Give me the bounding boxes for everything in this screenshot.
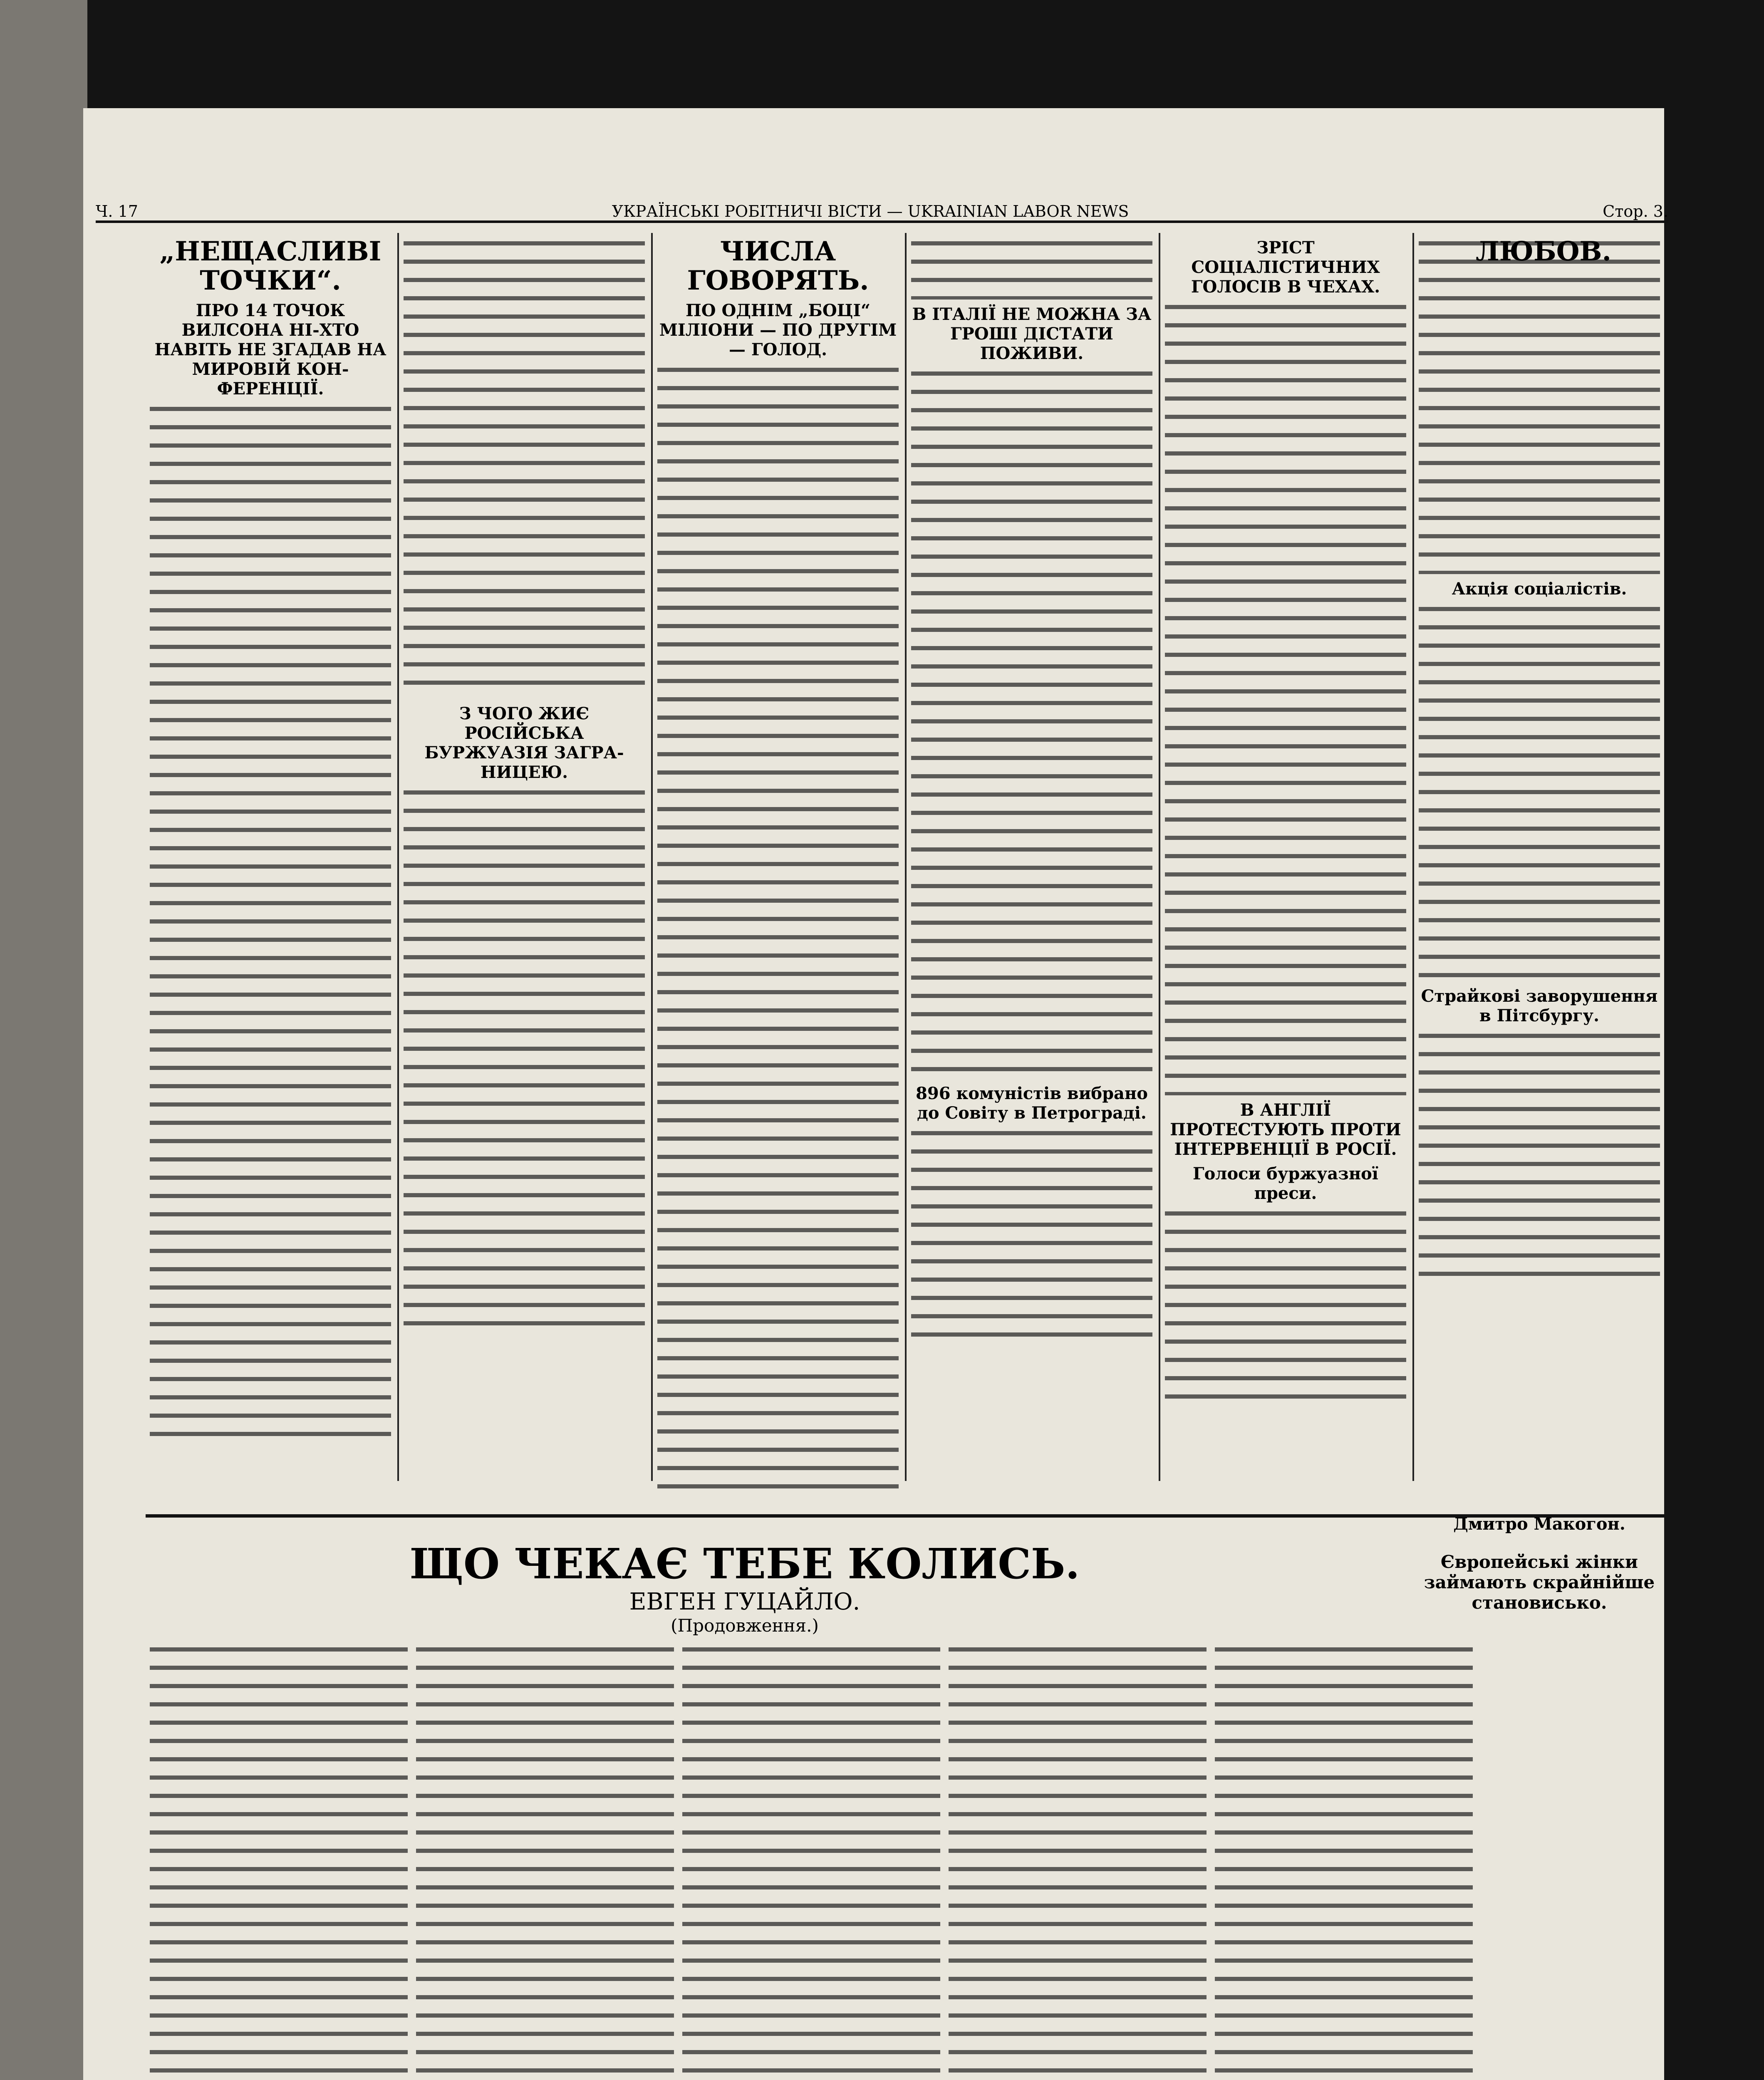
headline-3: ЗРІСТ СОЦІАЛІСТИЧНИХ ГОЛОСІВ В ЧЕХАХ.: [1191, 238, 1380, 297]
masthead: УКРАЇНСЬКІ РОБІТНИЧІ ВІСТИ — UKRAINIAN LABOR NEWS: [612, 202, 1129, 220]
page-number: Стор. 3.: [1603, 202, 1668, 220]
headline-8: Акція соціалістів.: [1452, 579, 1627, 599]
signature: Дмитро Макогон.: [1453, 1514, 1625, 1534]
column-3: [657, 233, 899, 1491]
page-header: [96, 196, 1668, 223]
headline-2: ЧИСЛА ГОВОРЯТЬ.: [687, 236, 869, 297]
column-4: [911, 233, 1152, 1339]
issue-number: Ч. 17: [96, 202, 138, 220]
subhead-2: ПО ОДНІМ „БОЦІ“ МІЛІОНИ — ПО ДРУГІМ — ГОЛОД.: [659, 300, 897, 359]
column-6: [1419, 233, 1660, 1283]
previous-page-edge: [0, 0, 87, 2080]
headline-1: „НЕЩАСЛИВІ ТОЧКИ“.: [159, 236, 382, 297]
headline-4: В ІТАЛІЇ НЕ МОЖНА ЗА ГРОШІ ДІСТАТИ ПОЖИВИ.: [912, 305, 1152, 363]
serial-continued: (Продовження.): [671, 1615, 819, 1636]
column-1: [150, 233, 391, 1447]
column-5: [1165, 233, 1406, 1399]
headline-5: З ЧОГО ЖИЄ РОСІЙСЬКА БУРЖУАЗІЯ ЗАГРА-НИЦЕЮ.: [424, 704, 624, 782]
headline-10: ЛЮБОВ.: [1476, 236, 1611, 267]
headline-7: В АНГЛІЇ ПРОТЕСТУЮТЬ ПРОТИ ІНТЕРВЕНЦІЇ В РОСІЇ.: [1170, 1100, 1401, 1159]
serial-author: ЕВГЕН ГУЦАЙЛО.: [629, 1588, 860, 1615]
subhead-1: ПРО 14 ТОЧОК ВИЛСОНА НІ-ХТО НАВІТЬ НЕ ЗГАДАВ НА МИРОВІЙ КОН-ФЕРЕНЦІЇ.: [154, 300, 386, 399]
serial-story: [146, 1539, 1344, 1636]
column-2: [404, 233, 645, 1331]
headline-9: Страйкові заворушення в Пітсбургу.: [1421, 986, 1658, 1025]
column-7: [1423, 233, 1664, 270]
serial-title: ЩО ЧЕКАЄ ТЕБЕ КОЛИСЬ.: [409, 1539, 1080, 1588]
subhead-7: Голоси буржуазної преси.: [1193, 1164, 1378, 1203]
headline-11: Європейські жінки займають скрайнійше становисько.: [1424, 1552, 1655, 1613]
headline-6: 896 комуністів вибрано до Совіту в Петрограді.: [916, 1084, 1148, 1123]
